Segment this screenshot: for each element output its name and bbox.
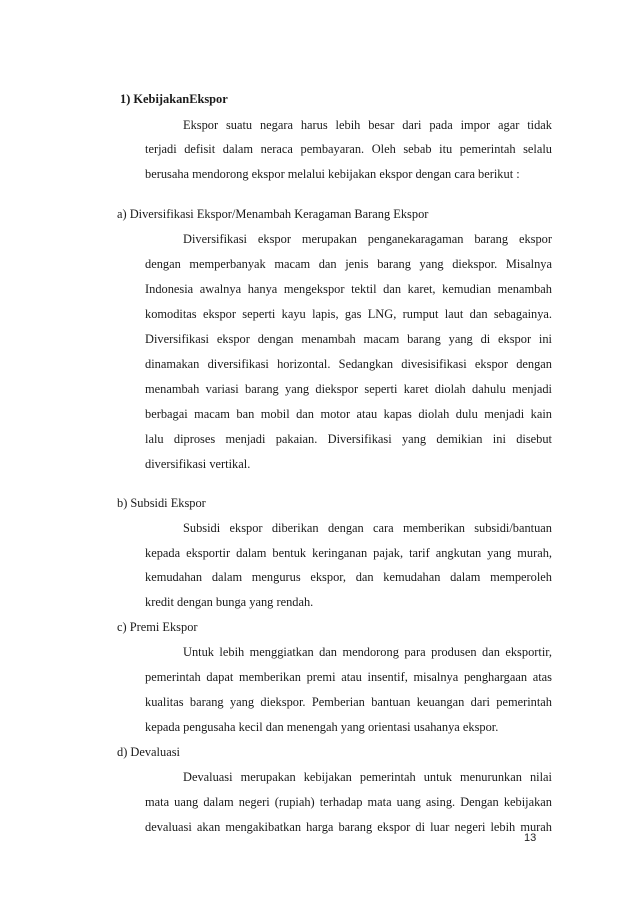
paragraph-line: Diversifikasi ekspor merupakan penganekaragaman barang ekspor <box>183 232 552 246</box>
page-number: 13 <box>524 832 537 844</box>
paragraph-line: kemudahan dalam mengurus ekspor, dan kemudahan dalam memperoleh <box>145 570 552 584</box>
paragraph-line: lalu diproses menjadi pakaian. Diversifikasi yang demikian ini disebut <box>145 432 552 446</box>
paragraph-line: Ekspor suatu negara harus lebih besar dari pada impor agar tidak <box>183 118 552 132</box>
paragraph-line: kepada eksportir dalam bentuk keringanan pajak, tarif angkutan yang murah, <box>145 546 552 560</box>
paragraph-line: kredit dengan bunga yang rendah. <box>145 595 314 609</box>
section-heading-premi-ekspor: c) Premi Ekspor <box>117 620 198 634</box>
paragraph-line: Devaluasi merupakan kebijakan pemerintah untuk menurunkan nilai <box>183 770 552 784</box>
section-heading-diversifikasi: a) Diversifikasi Ekspor/Menambah Keragaman Barang Ekspor <box>117 207 429 221</box>
paragraph-line: pemerintah dapat memberikan premi atau insentif, misalnya penghargaan atas <box>145 670 552 684</box>
paragraph-line: diversifikasi vertikal. <box>145 457 251 471</box>
paragraph-line: Diversifikasi ekspor dengan menambah macam barang yang di ekspor ini <box>145 332 552 346</box>
paragraph-line: Indonesia awalnya hanya mengekspor tektil dan karet, kemudian menambah <box>145 282 552 296</box>
paragraph-line: kualitas barang yang diekspor. Pemberian bantuan keuangan dari pemerintah <box>145 695 552 709</box>
section-heading-subsidi-ekspor: b) Subsidi Ekspor <box>117 496 206 510</box>
paragraph-line: berbagai macam ban mobil dan motor atau kapas diolah dulu menjadi kain <box>145 407 552 421</box>
paragraph-line: Untuk lebih menggiatkan dan mendorong para produsen dan eksportir, <box>183 645 552 659</box>
paragraph-line: berusaha mendorong ekspor melalui kebijakan ekspor dengan cara berikut : <box>145 167 520 181</box>
paragraph-line: kepada pengusaha kecil dan menengah yang orientasi usahanya ekspor. <box>145 720 499 734</box>
paragraph-line: devaluasi akan mengakibatkan harga barang ekspor di luar negeri lebih murah <box>145 820 552 834</box>
paragraph-line: dengan memperbanyak macam dan jenis barang yang diekspor. Misalnya <box>145 257 552 271</box>
paragraph-line: terjadi defisit dalam neraca pembayaran. Oleh sebab itu pemerintah selalu <box>145 142 552 156</box>
paragraph-line: Subsidi ekspor diberikan dengan cara memberikan subsidi/bantuan <box>183 521 552 535</box>
paragraph-line: dinamakan diversifikasi horizontal. Sedangkan divesisifikasi ekspor dengan <box>145 357 552 371</box>
section-heading-kebijakan-ekspor: 1) KebijakanEkspor <box>120 92 228 106</box>
section-heading-devaluasi: d) Devaluasi <box>117 745 180 759</box>
paragraph-line: menambah variasi barang yang diekspor seperti karet diolah dahulu menjadi <box>145 382 552 396</box>
paragraph-line: komoditas ekspor seperti kayu lapis, gas LNG, rumput laut dan sebagainya. <box>145 307 552 321</box>
paragraph-line: mata uang dalam negeri (rupiah) terhadap mata uang asing. Dengan kebijakan <box>145 795 552 809</box>
